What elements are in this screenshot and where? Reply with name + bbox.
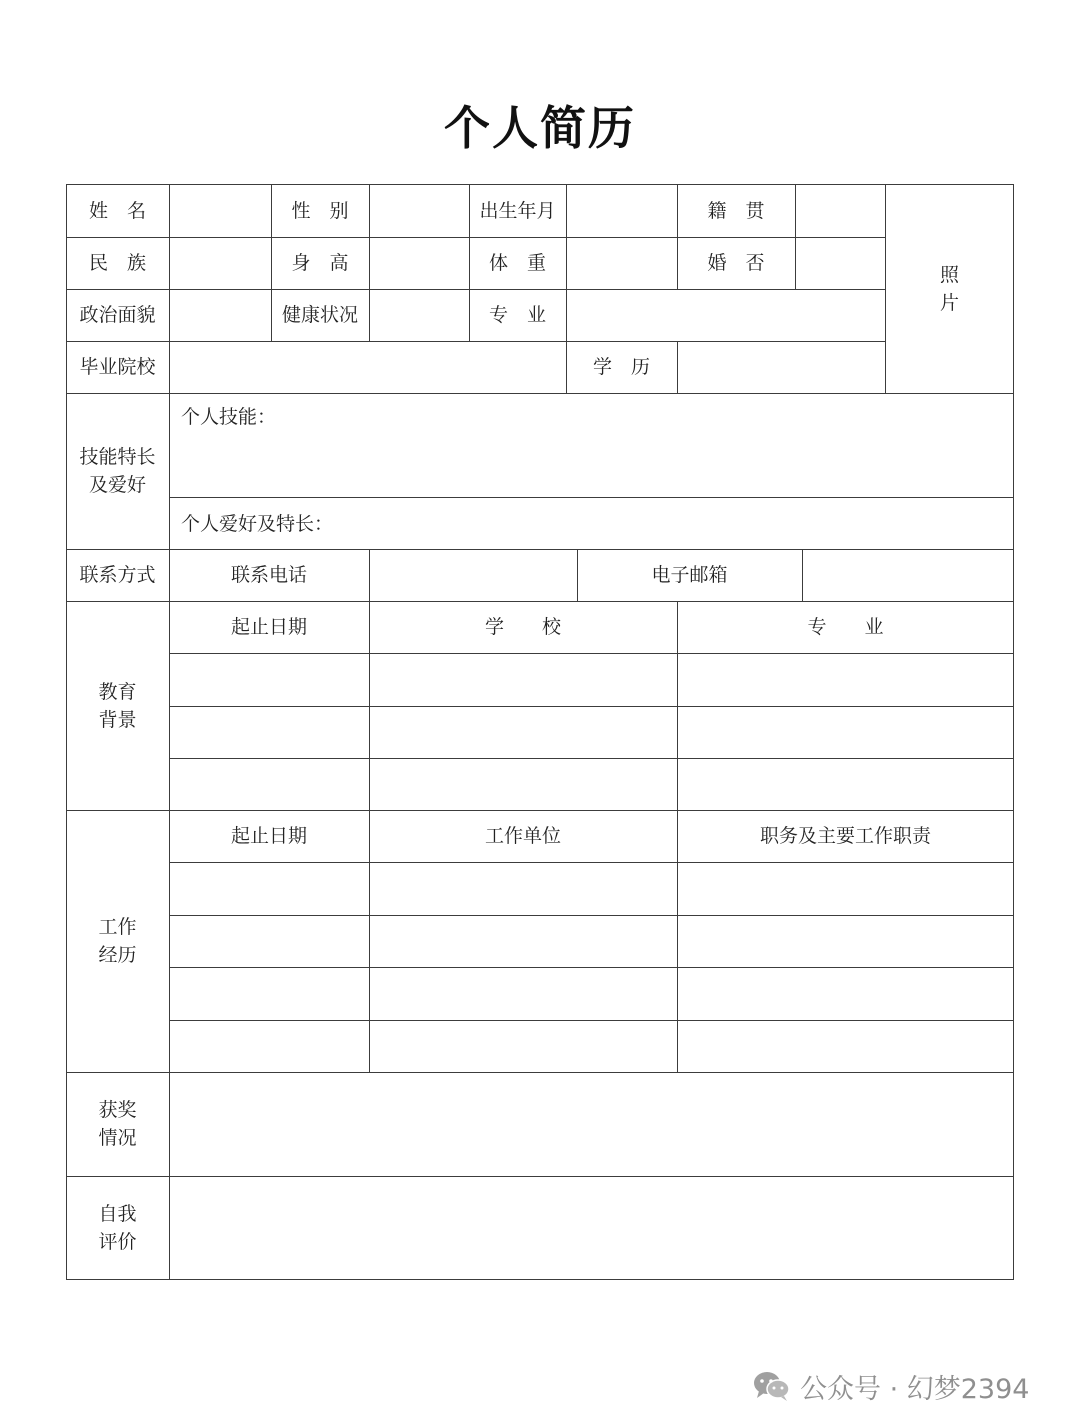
wechat-icon xyxy=(752,1370,792,1402)
label-ethnicity: 民 族 xyxy=(88,252,146,274)
resume-table xyxy=(66,184,1014,1280)
hobbies-text: 个人爱好及特长： xyxy=(181,513,334,535)
photo-box: 照 片 xyxy=(939,264,959,314)
work-header-employer: 工作单位 xyxy=(484,825,561,847)
label-skills-hobbies: 技能特长 及爱好 xyxy=(79,446,156,496)
label-weight: 体 重 xyxy=(488,252,546,274)
label-work-experience: 工作 经历 xyxy=(98,916,137,966)
edu-header-major: 专 业 xyxy=(807,616,884,638)
label-awards: 获奖 情况 xyxy=(98,1099,137,1149)
label-contact: 联系方式 xyxy=(79,564,156,586)
label-height: 身 高 xyxy=(291,252,349,274)
page-title: 个人简历 xyxy=(444,101,636,155)
label-health: 健康状况 xyxy=(281,304,358,326)
watermark-text: 公众号 · 幻梦2394 xyxy=(800,1373,1030,1405)
work-header-dates: 起止日期 xyxy=(230,825,307,847)
label-major: 专 业 xyxy=(488,304,546,326)
label-native-place: 籍 贯 xyxy=(707,199,765,222)
watermark xyxy=(752,1366,1029,1406)
label-gender: 性 别 xyxy=(291,199,349,222)
label-marital-status: 婚 否 xyxy=(707,252,765,274)
work-header-duties: 职务及主要工作职责 xyxy=(759,825,931,847)
edu-header-dates: 起止日期 xyxy=(230,616,307,638)
label-email: 电子邮箱 xyxy=(651,564,728,586)
label-phone: 联系电话 xyxy=(230,564,307,586)
label-birth-date: 出生年月 xyxy=(479,199,556,222)
label-self-evaluation: 自我 评价 xyxy=(98,1203,137,1253)
label-political-status: 政治面貌 xyxy=(79,304,156,326)
label-degree: 学 历 xyxy=(592,356,650,378)
label-graduated-school: 毕业院校 xyxy=(79,356,156,378)
label-name: 姓 名 xyxy=(88,199,146,222)
label-education: 教育 背景 xyxy=(98,680,137,731)
edu-header-school: 学 校 xyxy=(484,616,561,638)
skills-text: 个人技能： xyxy=(181,406,277,428)
